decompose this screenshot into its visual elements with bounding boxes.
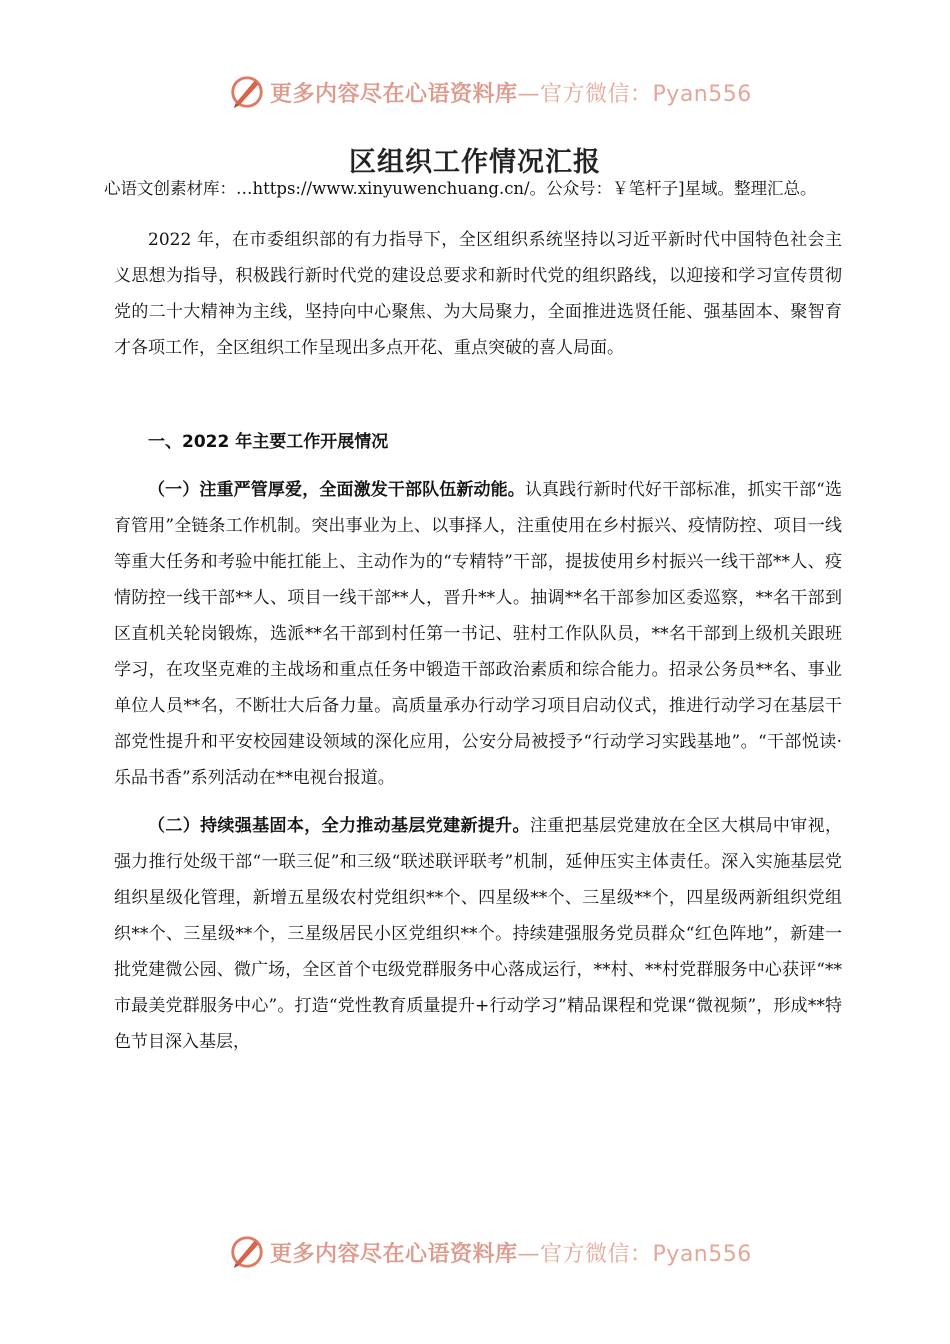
pen-logo-icon <box>228 1233 266 1271</box>
banner-dash: — <box>517 81 541 107</box>
footer-banner <box>228 1232 752 1272</box>
paragraph-cadre-body: 认真践行新时代好干部标准，抓实干部“选育管用”全链条工作机制。突出事业为上、以事择人，注重使用在乡村振兴、疫情防控、项目一线等重大任务和考验中能扛能上、主动作为的“专精特”干部，提拔使用乡村振兴一线干部**人、疫情防控一线干部**人、项目一线干部**人，晋升**人。抽调**名干部参加区委巡察，**名干部到区直机关轮岗锻炼，选派**名干部到村任第一书记、驻村工作队队员，**名干部到上级机关跟班学习，在攻坚克难的主战场和重点任务中锻造干部政治素质和综合能力。招录公务员**名、事业单位人员**名，不断壮大后备力量。高质量承办行动学习项目启动仪式，推进行动学习在基层干部党性提升和平安校园建设领域的深化应用，公安分局被授予“行动学习实践基地”。“干部悦读·乐品书香”系列活动在**电视台报道。 <box>114 480 842 788</box>
banner-brand: 更多内容尽在心语资料库 <box>270 1241 518 1267</box>
paragraph-grassroots-lead: （二）持续强基固本，全力推动基层党建新提升。 <box>148 816 530 836</box>
banner-brand: 更多内容尽在心语资料库 <box>270 81 518 107</box>
banner-text <box>270 1237 752 1268</box>
paragraph-grassroots-body: 注重把基层党建放在全区大棋局中审视，强力推行处级干部“一联三促”和三级“联述联评联考”机制，延伸压实主体责任。深入实施基层党组织星级化管理，新增五星级农村党组织**个、四星级**个、三星级**个，四星级两新组织党组织**个、三星级**个，三星级居民小区党组织**个。持续建强服务党员群众“红色阵地”，新建一批党建微公园、微广场，全区首个屯级党群服务中心落成运行，**村、**村党群服务中心获评“**市最美党群服务中心”。打造“党性教育质量提升+行动学习”精品课程和党课“微视频”，形成**特色节目深入基层， <box>114 816 843 1052</box>
document-body <box>114 222 842 1060</box>
banner-label: 官方微信： <box>540 1241 653 1267</box>
pen-logo-icon <box>228 73 266 111</box>
section-heading: 一、2022 年主要工作开展情况 <box>148 432 389 452</box>
intro-paragraph: 2022 年，在市委组织部的有力指导下，全区组织系统坚持以习近平新时代中国特色社会主义思想为指导，积极践行新时代党的建设总要求和新时代党的组织路线，以迎接和学习宣传贯彻党的二十大精神为主线，坚持向中心聚焦、为大局聚力，全面推进选贤任能、强基固本、聚智育才各项工作，全区组织工作呈现出多点开花、重点突破的喜人局面。 <box>114 230 842 358</box>
paragraph-cadre-lead: （一）注重严管厚爱，全面激发干部队伍新动能。 <box>148 480 525 500</box>
source-note: 心语文创素材库：…https://www.xinyuwenchuang.cn/。公众号：￥笔杆子]星域。整理汇总。 <box>104 179 817 198</box>
paragraph-grassroots <box>114 808 842 1060</box>
banner-wechat: Pyan556 <box>652 81 752 107</box>
banner-dash: — <box>517 1241 541 1267</box>
header-banner <box>228 72 752 112</box>
document-title: 区组织工作情况汇报 <box>349 147 601 178</box>
paragraph-cadre <box>114 472 842 796</box>
banner-text <box>270 77 752 108</box>
banner-wechat: Pyan556 <box>652 1241 752 1267</box>
banner-label: 官方微信： <box>540 81 653 107</box>
